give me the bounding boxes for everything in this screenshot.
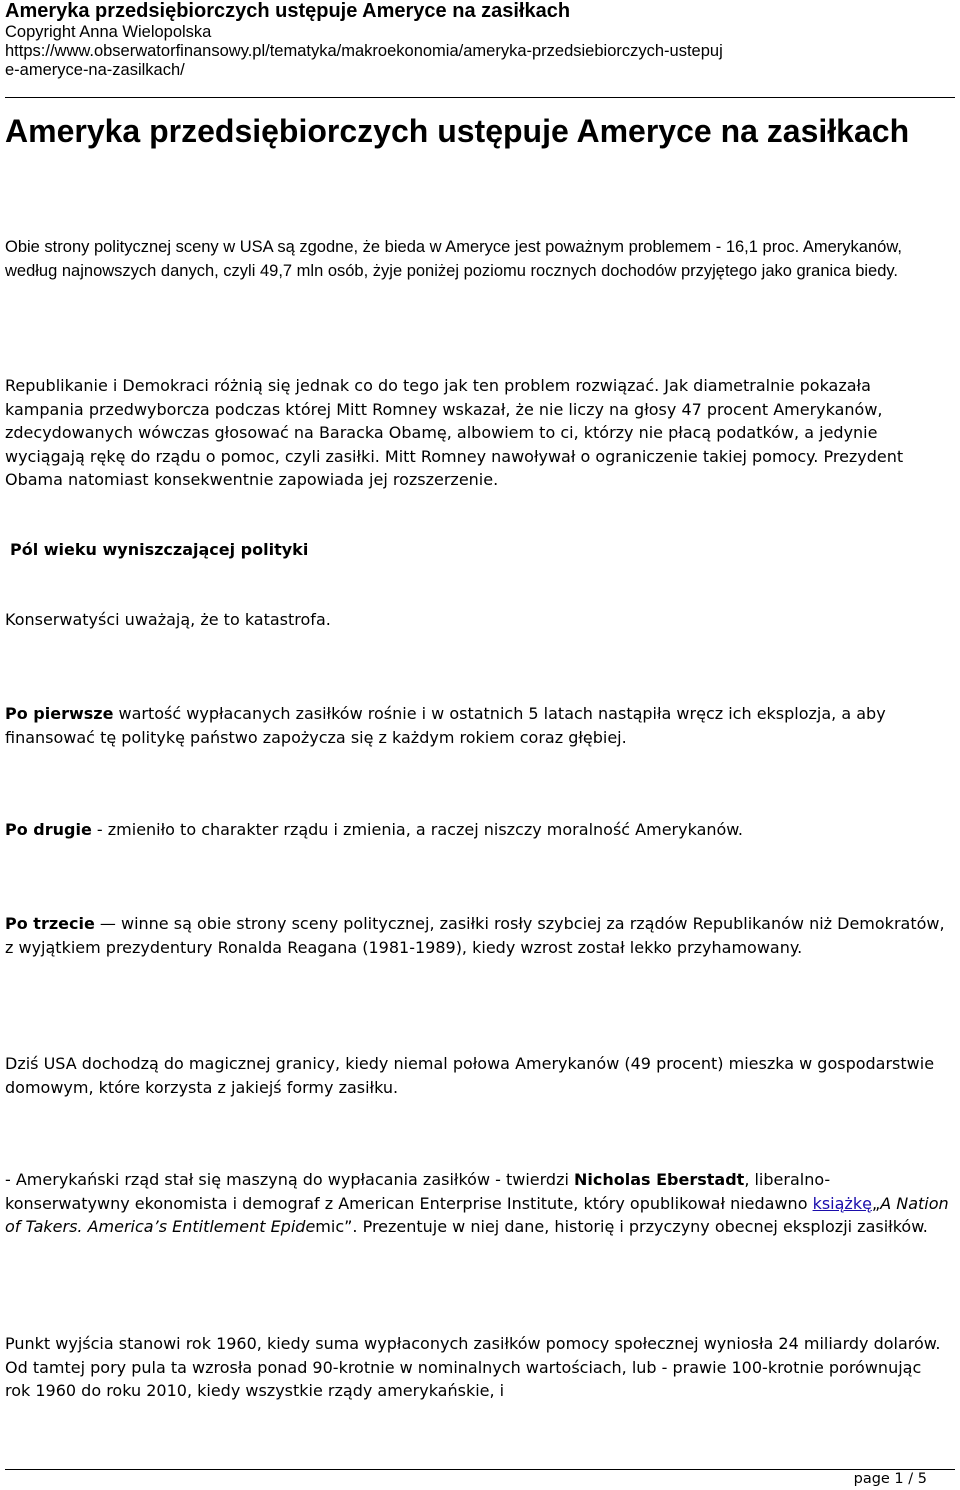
paragraph-5-lead: Po trzecie: [5, 914, 95, 933]
paragraph-2: Konserwatyści uważają, że to katastrofa.: [5, 610, 331, 629]
paragraph-7-text-b: , liberalno-konserwatywny ekonomista i demograf z American Enterprise Institute, który opublikował niedawno: [5, 1170, 831, 1213]
footer-divider: [5, 1469, 955, 1470]
header-url-line-1: https://www.obserwatorfinansowy.pl/tematyka/makroekonomia/ameryka-przedsiebiorczych-ustepuj: [5, 41, 723, 60]
paragraph-1: Republikanie i Demokraci różnią się jednak co do tego jak ten problem rozwiązać. Jak diametralnie pokazała kampania przedwyborcza podczas której Mitt Romney wskazał, że nie liczy na głosy 47 procent Amerykanów, zdecydowanych wówczas głosować na Baracka Obamę, albowiem to ci, którzy nie płacą podatków, a jedynie wyciągają rękę do rządu o pomoc, czyli zasiłki. Mitt Romney nawoływał o ograniczenie takiej pomocy. Prezydent Obama natomiast konsekwentnie zapowiada jej rozszerzenie.: [5, 376, 904, 489]
paragraph-4: [5, 818, 950, 842]
header-title: Ameryka przedsiębiorczych ustępuje Ameryce na zasiłkach: [5, 0, 571, 22]
paragraph-7-quote-open: „: [871, 1193, 881, 1213]
header-copyright: Copyright Anna Wielopolska: [5, 23, 212, 41]
author-name: Nicholas Eberstadt: [574, 1170, 745, 1189]
paragraph-8: Punkt wyjścia stanowi rok 1960, kiedy suma wypłaconych zasiłków pomocy społecznej wyniosła 24 miliardy dolarów. Od tamtej pory pula ta wzrosła ponad 90-krotnie w nominalnych wartościach, lub - prawie 100-krotnie porównując rok 1960 do roku 2010, kiedy wszystkie rządy amerykańskie, i: [5, 1334, 941, 1400]
paragraph-3: [5, 702, 950, 749]
paragraph-6: Dziś USA dochodzą do magicznej granicy, kiedy niemal połowa Amerykanów (49 procent) mieszka w gospodarstwie domowym, które korzysta z jakiejś formy zasiłku.: [5, 1054, 935, 1097]
article-lede: Obie strony politycznej sceny w USA są zgodne, że bieda w Ameryce jest poważnym problemem - 16,1 proc. Amerykanów, według najnowszych danych, czyli 49,7 mln osób, żyje poniżej poziomu rocznych dochodów przyjętego jako granica biedy.: [5, 238, 902, 280]
paragraph-4-lead: Po drugie: [5, 820, 92, 839]
paragraph-5: [5, 912, 950, 959]
book-link[interactable]: książkę: [812, 1193, 872, 1213]
paragraph-7-text-a: - Amerykański rząd stał się maszyną do wypłacania zasiłków - twierdzi: [5, 1170, 574, 1189]
paragraph-3-lead: Po pierwsze: [5, 704, 114, 723]
document-header: [5, 0, 955, 80]
page-number: page 1 / 5: [853, 1471, 927, 1487]
paragraph-5-text: — winne są obie strony sceny politycznej, zasiłki rosły szybciej za rządów Republikanów niż Demokratów, z wyjątkiem prezydentury Ronalda Reagana (1981-1989), kiedy wzrost został lekko przyhamowany.: [5, 914, 945, 957]
section-subheading: Pól wieku wyniszczającej polityki: [10, 540, 309, 559]
paragraph-7: [5, 1168, 950, 1239]
book-title: A Nation of Takers. America’s Entitlement Epide: [5, 1193, 949, 1236]
header-url-line-2: e-ameryce-na-zasilkach/: [5, 60, 185, 79]
paragraph-3-text: wartość wypłacanych zasiłków rośnie i w ostatnich 5 latach nastąpiła wręcz ich eksplozja, a aby finansować tę politykę państwo zapożycza się z każdym rokiem coraz głębiej.: [5, 704, 886, 747]
article-title: Ameryka przedsiębiorczych ustępuje Ameryce na zasiłkach: [5, 113, 910, 149]
header-divider: [5, 97, 955, 98]
paragraph-7-text-d: mic”. Prezentuje w niej dane, historię i przyczyny obecnej eksplozji zasiłków.: [315, 1217, 928, 1236]
paragraph-4-text: - zmieniło to charakter rządu i zmienia, a raczej niszczy moralność Amerykanów.: [91, 820, 743, 839]
